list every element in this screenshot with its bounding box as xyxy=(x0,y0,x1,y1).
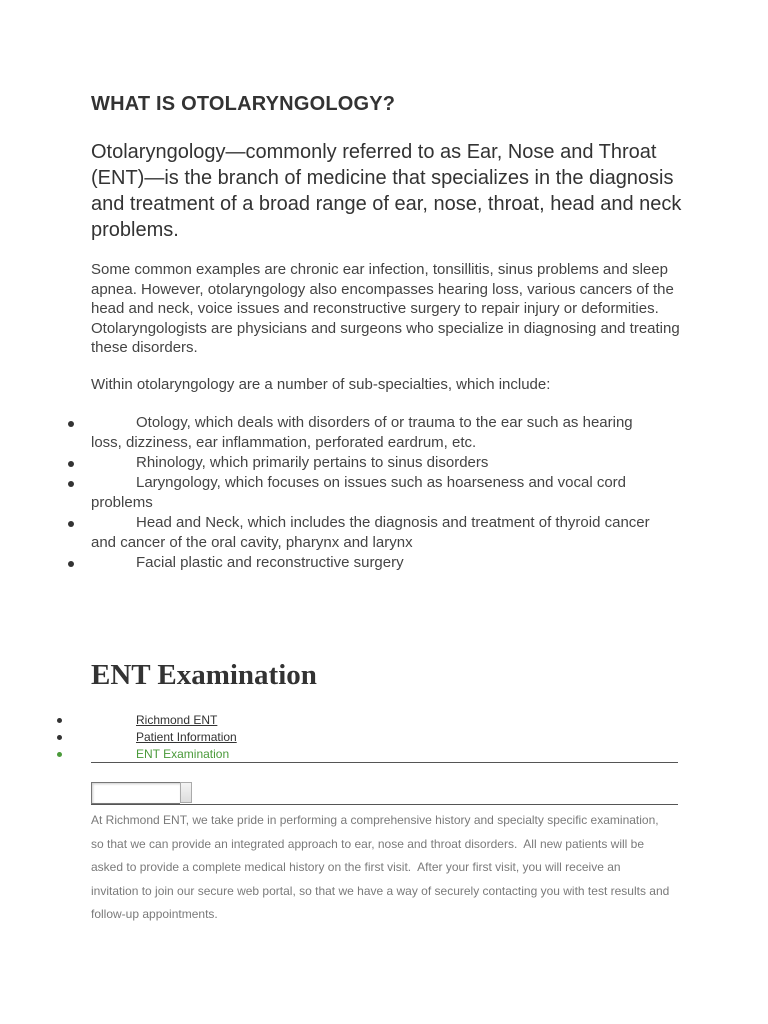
list-item-text: Laryngology, which focuses on issues such as hoarseness and vocal cord problems xyxy=(91,474,626,511)
search-button[interactable] xyxy=(180,782,192,803)
page-title: ENT Examination xyxy=(91,659,317,691)
list-item xyxy=(0,553,651,573)
list-item-text: Otology, which deals with disorders of or trauma to the ear such as hearing loss, dizziness, ear inflammation, perforated eardrum, etc. xyxy=(91,414,633,451)
intro-paragraph: Otolaryngology—commonly referred to as Ear, Nose and Throat (ENT)—is the branch of medicine that specializes in the diagnosis and treatment of a broad range of ear, nose, throat, head and neck problems. xyxy=(91,141,682,241)
breadcrumb-item xyxy=(0,712,237,729)
divider xyxy=(91,762,678,763)
examples-paragraph: Some common examples are chronic ear infection, tonsillitis, sinus problems and sleep apnea. However, otolaryngology also encompasses hearing loss, various cancers of the head and neck, voice issues and reconstructive surgery to repair injury or deformities. Otolaryngologists are physicians and surgeons who specialize in diagnosing and treating these disorders. xyxy=(91,261,680,356)
list-item xyxy=(0,473,651,513)
bullet-icon xyxy=(57,718,62,723)
section-heading: WHAT IS OTOLARYNGOLOGY? xyxy=(91,93,396,115)
search-input[interactable] xyxy=(91,782,180,804)
bullet-icon xyxy=(68,561,74,567)
subspecialties-intro: Within otolaryngology are a number of sub-specialties, which include: xyxy=(91,376,551,393)
breadcrumb-item xyxy=(0,729,237,746)
list-item-text: Rhinology, which primarily pertains to sinus disorders xyxy=(136,454,489,471)
list-item xyxy=(0,413,651,453)
subspecialties-list xyxy=(0,413,700,573)
bullet-icon xyxy=(68,421,74,427)
list-item-text: Head and Neck, which includes the diagnosis and treatment of thyroid cancer and cancer of the oral cavity, pharynx and larynx xyxy=(91,514,650,551)
bullet-icon xyxy=(68,461,74,467)
bullet-icon xyxy=(57,752,62,757)
breadcrumb-current: ENT Examination xyxy=(136,747,230,761)
breadcrumb-link-richmond-ent[interactable]: Richmond ENT xyxy=(136,713,218,727)
breadcrumb xyxy=(0,712,237,763)
bullet-icon xyxy=(68,521,74,527)
list-item-text: Facial plastic and reconstructive surgery xyxy=(136,554,404,571)
breadcrumb-item xyxy=(0,746,237,763)
breadcrumb-link-patient-information[interactable]: Patient Information xyxy=(136,730,237,744)
body-text: At Richmond ENT, we take pride in performing a comprehensive history and specialty specific examination, so that we can provide an integrated approach to ear, nose and throat disorders. All new patients will be asked to provide a complete medical history on the first visit. After your first visit, you will receive an invitation to join our secure web portal, so that we have a way of securely contacting you with test results and follow-up appointments. xyxy=(91,813,670,921)
list-item xyxy=(0,513,651,553)
bullet-icon xyxy=(68,481,74,487)
bullet-icon xyxy=(57,735,62,740)
list-item xyxy=(0,453,651,473)
divider xyxy=(91,804,678,805)
